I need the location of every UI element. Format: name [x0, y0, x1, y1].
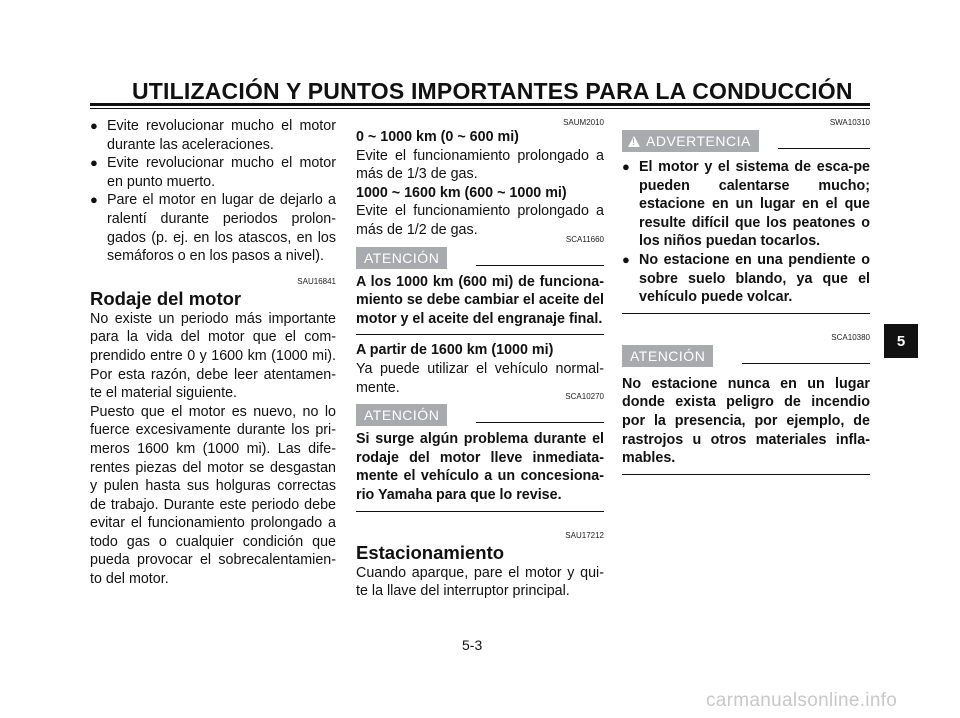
column-middle	[356, 117, 604, 601]
list-item: ● Pare el motor en lugar de dejarlo a ralentí durante periodos prolon-gados (p. ej. en los atascos, en los semáforos o en los pasos a nivel).	[90, 191, 336, 265]
paragraph: Evite el funcionamiento prolongado a más de 1/2 de gas.	[356, 203, 604, 238]
warning-label: ADVERTENCIA	[646, 133, 751, 149]
list-item: ● El motor y el sistema de esca-pe pueden calentarse mucho; estacione en un lugar en el que resulte difícil que los peatones o los niños puedan tocarlos.	[622, 158, 870, 251]
notice-rule	[476, 422, 604, 423]
reference-code: SWA10310	[829, 118, 870, 127]
page-header-title: UTILIZACIÓN Y PUNTOS IMPORTANTES PARA LA CONDUCCIÓN	[132, 78, 853, 104]
notice-text: Si surge algún problema durante el rodaje del motor lleve inmediata-mente el vehículo a un concesiona-rio Yamaha para que lo revise.	[356, 431, 604, 503]
paragraph: Cuando aparque, pare el motor y qui-te la llave del interruptor principal.	[356, 564, 604, 600]
notice-header	[356, 247, 604, 269]
reference-code: SCA10380	[831, 332, 870, 342]
warning-rule	[778, 148, 870, 149]
reference-code: SCA11660	[565, 234, 604, 244]
warning-label-box	[622, 130, 759, 152]
notice-label: ATENCIÓN	[622, 345, 713, 367]
paragraph: Puesto que el motor es nuevo, no lo fuerce excesivamente durante los pri-meros 1600 km (1000 mi). Las dife-rentes piezas del motor se desgastan y pulen hasta sus holguras correctas de trabajo. Durante este periodo debe evitar el funcionamiento prolongado a todo gas o cualquier condición que pueda provocar el sobrecalentamien-to del motor.	[90, 403, 336, 588]
notice-header	[622, 345, 870, 367]
page-number: 5-3	[462, 637, 483, 653]
warning-end-rule	[622, 313, 870, 314]
section-title-parking: Estacionamiento	[356, 541, 505, 563]
header-rule-thin	[90, 108, 870, 109]
warning-list	[622, 158, 870, 307]
paragraph: No existe un periodo más importante para la vida del motor que el com-prendido entre 0 y 1600 km (1000 mi). Por esta razón, debe leer atentamen-te el material siguiente.	[90, 310, 336, 402]
notice-header	[356, 404, 604, 426]
reference-code: SAU16841	[297, 276, 336, 286]
list-item: ● No estacione en una pendiente o sobre suelo blando, ya que el vehículo puede volcar.	[622, 251, 870, 307]
notice-text: No estacione nunca en un lugar donde exista peligro de incendio por la presencia, por ejemplo, de rastrojos u otros materiales infla-mables.	[622, 375, 870, 467]
column-left	[90, 117, 336, 589]
notice-text: A los 1000 km (600 mi) de funciona-miento se debe cambiar el aceite del motor y el aceite del engranaje final.	[356, 273, 604, 327]
notice-end-rule	[356, 334, 604, 335]
watermark: carmanualsonline.info	[706, 690, 898, 711]
notice-rule	[742, 363, 870, 364]
notice-label: ATENCIÓN	[356, 247, 447, 269]
notice-rule	[476, 265, 604, 266]
notice-end-rule	[356, 511, 604, 512]
column-right	[622, 117, 870, 475]
list-item: ● Evite revolucionar mucho el motor en punto muerto.	[90, 154, 336, 191]
list-item: ● Evite revolucionar mucho el motor durante las aceleraciones.	[90, 117, 336, 154]
header-rule	[90, 103, 870, 106]
chapter-tab: 5	[884, 324, 918, 358]
paragraph: Ya puede utilizar el vehículo normal-mente.	[356, 360, 604, 396]
warning-header	[622, 130, 870, 152]
rev-tips-list	[90, 117, 336, 266]
warning-triangle-icon: !	[628, 136, 640, 147]
reference-code: SAU17212	[565, 530, 604, 540]
range-title: A partir de 1600 km (1000 mi)	[356, 342, 554, 359]
notice-end-rule	[622, 474, 870, 475]
section-title-break-in: Rodaje del motor	[90, 287, 242, 309]
reference-code: SAUM2010	[563, 118, 604, 127]
range-title: 0 ~ 1000 km (0 ~ 600 mi)	[356, 129, 519, 145]
reference-code: SCA10270	[565, 392, 604, 402]
range-title: 1000 ~ 1600 km (600 ~ 1000 mi)	[356, 184, 567, 201]
paragraph: Evite el funcionamiento prolongado a más de 1/3 de gas.	[356, 147, 604, 183]
notice-label: ATENCIÓN	[356, 404, 447, 426]
